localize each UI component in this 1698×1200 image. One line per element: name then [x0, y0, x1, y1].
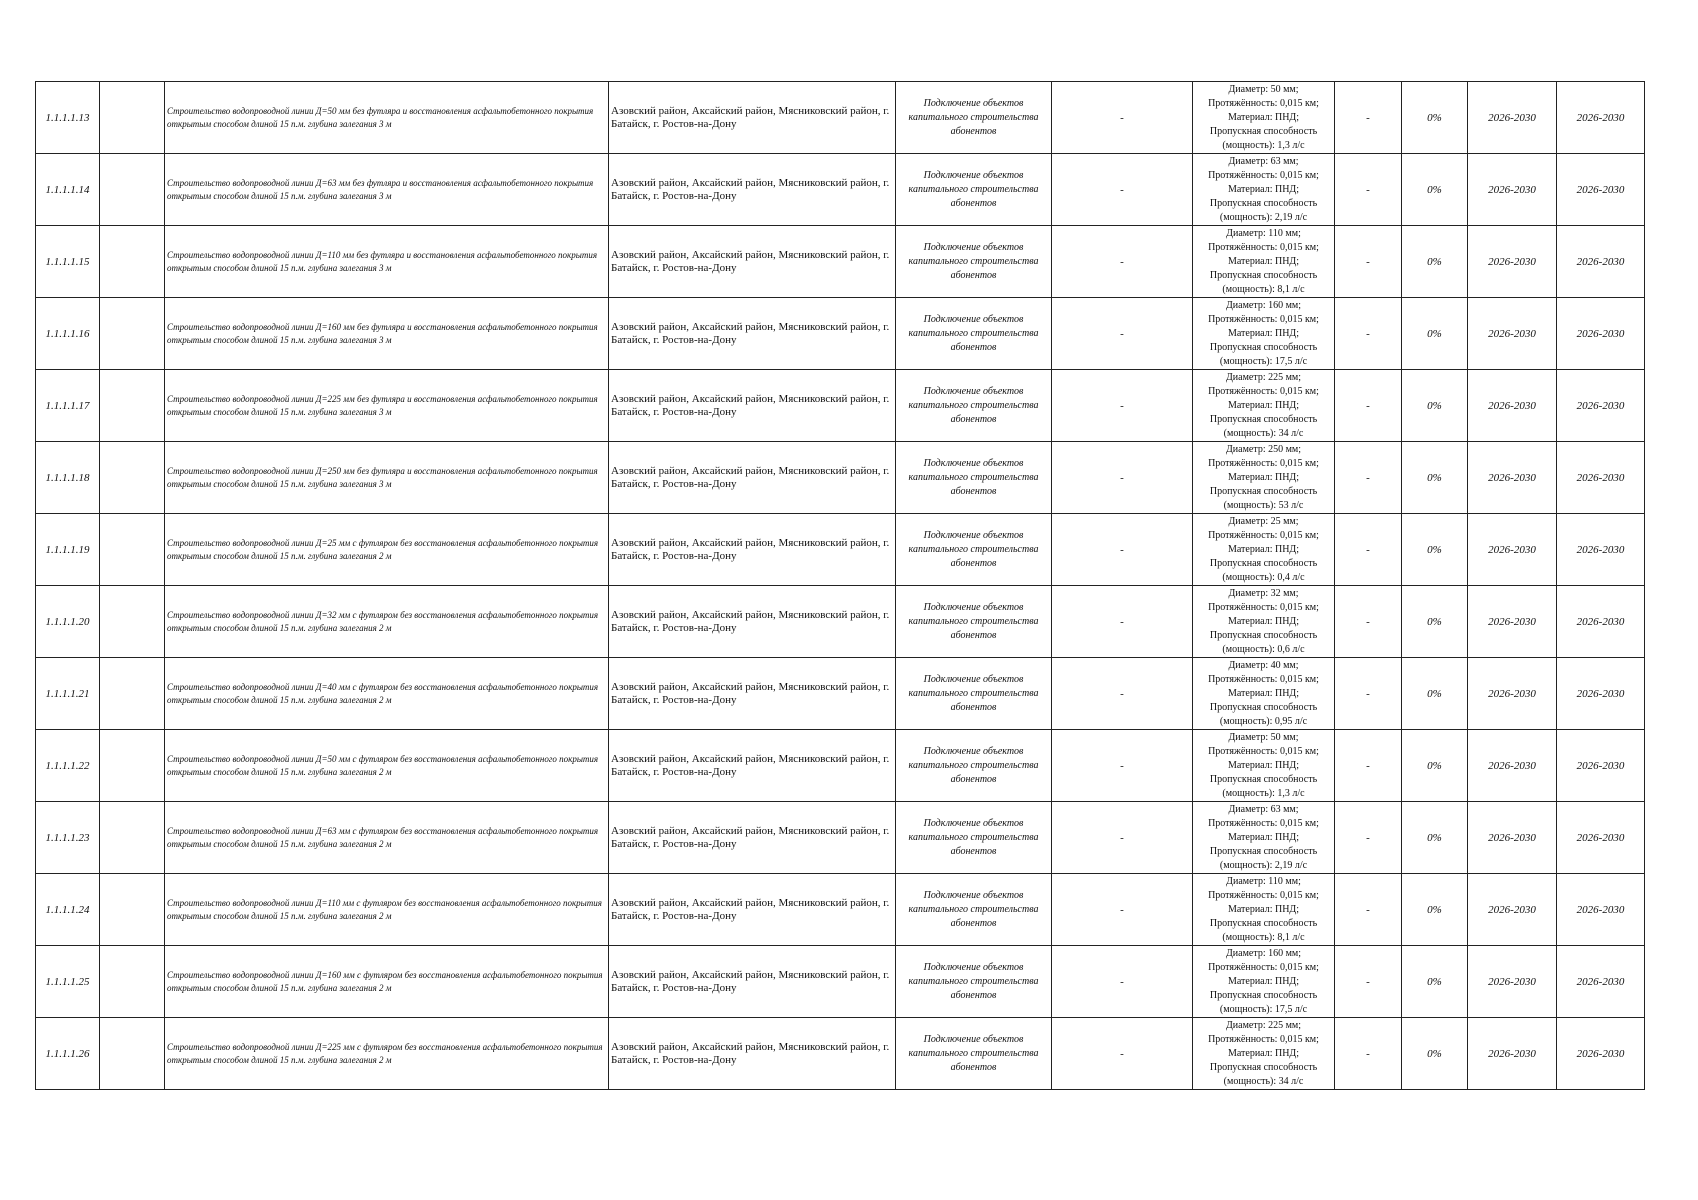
dash-cell: -: [1052, 298, 1193, 370]
spec-line: Диаметр: 25 мм;: [1228, 515, 1299, 527]
percent-cell: 0%: [1402, 802, 1468, 874]
period-end-cell: 2026-2030: [1557, 730, 1645, 802]
spec-line: Протяжённость: 0,015 км;: [1208, 241, 1319, 253]
table-body: [36, 82, 1645, 1090]
period-end-cell: 2026-2030: [1557, 370, 1645, 442]
technical-spec-cell: [1193, 658, 1335, 730]
location-cell: Азовский район, Аксайский район, Мясниковский район, г. Батайск, г. Ростов-на-Дону: [609, 514, 896, 586]
location-cell: Азовский район, Аксайский район, Мясниковский район, г. Батайск, г. Ростов-на-Дону: [609, 82, 896, 154]
project-title-cell: Строительство водопроводной линии Д=250 мм без футляра и восстановления асфальтобетонного покрытия открытым способом длиной 15 п.м. глубина залегания 3 м: [165, 442, 609, 514]
period-end-cell: 2026-2030: [1557, 802, 1645, 874]
period-start-cell: 2026-2030: [1468, 730, 1557, 802]
spec-line: (мощность): 0,4 л/с: [1222, 571, 1305, 583]
empty-cell: [100, 514, 165, 586]
spec-line: Протяжённость: 0,015 км;: [1208, 169, 1319, 181]
table-row: [36, 298, 1645, 370]
goal-cell: Подключение объектов капитального строительства абонентов: [896, 514, 1052, 586]
dash-cell: -: [1335, 442, 1402, 514]
spec-line: Материал: ПНД;: [1227, 687, 1300, 699]
row-number-cell: 1.1.1.1.17: [36, 370, 100, 442]
technical-spec-cell: [1193, 946, 1335, 1018]
percent-cell: 0%: [1402, 586, 1468, 658]
spec-line: Протяжённость: 0,015 км;: [1208, 745, 1319, 757]
empty-cell: [100, 1018, 165, 1090]
table-row: [36, 226, 1645, 298]
project-title-cell: Строительство водопроводной линии Д=50 мм с футляром без восстановления асфальтобетонного покрытия открытым способом длиной 15 п.м. глубина залегания 2 м: [165, 730, 609, 802]
spec-line: Диаметр: 225 мм;: [1225, 371, 1302, 383]
spec-line: (мощность): 0,95 л/с: [1219, 715, 1308, 727]
spec-line: Диаметр: 40 мм;: [1228, 659, 1299, 671]
dash-cell: -: [1335, 874, 1402, 946]
row-number-cell: 1.1.1.1.23: [36, 802, 100, 874]
empty-cell: [100, 442, 165, 514]
project-title-cell: Строительство водопроводной линии Д=160 мм с футляром без восстановления асфальтобетонного покрытия открытым способом длиной 15 п.м. глубина залегания 2 м: [165, 946, 609, 1018]
dash-cell: -: [1335, 154, 1402, 226]
technical-spec-cell: [1193, 154, 1335, 226]
spec-line: Диаметр: 50 мм;: [1228, 83, 1299, 95]
period-start-cell: 2026-2030: [1468, 442, 1557, 514]
spec-line: Материал: ПНД;: [1227, 975, 1300, 987]
dash-cell: -: [1335, 1018, 1402, 1090]
percent-cell: 0%: [1402, 226, 1468, 298]
spec-line: Материал: ПНД;: [1227, 111, 1300, 123]
spec-line: Диаметр: 110 мм;: [1226, 227, 1301, 239]
location-cell: Азовский район, Аксайский район, Мясниковский район, г. Батайск, г. Ростов-на-Дону: [609, 586, 896, 658]
row-number-cell: 1.1.1.1.15: [36, 226, 100, 298]
spec-line: (мощность): 34 л/с: [1223, 1075, 1304, 1087]
technical-spec-cell: [1193, 226, 1335, 298]
period-end-cell: 2026-2030: [1557, 82, 1645, 154]
empty-cell: [100, 730, 165, 802]
spec-line: (мощность): 8,1 л/с: [1222, 931, 1305, 943]
spec-line: Материал: ПНД;: [1227, 759, 1300, 771]
percent-cell: 0%: [1402, 946, 1468, 1018]
period-end-cell: 2026-2030: [1557, 154, 1645, 226]
location-cell: Азовский район, Аксайский район, Мясниковский район, г. Батайск, г. Ростов-на-Дону: [609, 946, 896, 1018]
dash-cell: -: [1052, 802, 1193, 874]
period-start-cell: 2026-2030: [1468, 802, 1557, 874]
dash-cell: -: [1335, 586, 1402, 658]
row-number-cell: 1.1.1.1.21: [36, 658, 100, 730]
dash-cell: -: [1052, 946, 1193, 1018]
location-cell: Азовский район, Аксайский район, Мясниковский район, г. Батайск, г. Ростов-на-Дону: [609, 442, 896, 514]
percent-cell: 0%: [1402, 658, 1468, 730]
spec-line: Протяжённость: 0,015 км;: [1208, 529, 1319, 541]
percent-cell: 0%: [1402, 730, 1468, 802]
percent-cell: 0%: [1402, 298, 1468, 370]
project-title-cell: Строительство водопроводной линии Д=160 мм без футляра и восстановления асфальтобетонного покрытия открытым способом длиной 15 п.м. глубина залегания 3 м: [165, 298, 609, 370]
technical-spec-cell: [1193, 802, 1335, 874]
period-end-cell: 2026-2030: [1557, 442, 1645, 514]
row-number-cell: 1.1.1.1.14: [36, 154, 100, 226]
spec-line: Диаметр: 110 мм;: [1226, 875, 1301, 887]
spec-line: Диаметр: 160 мм;: [1225, 947, 1302, 959]
empty-cell: [100, 370, 165, 442]
empty-cell: [100, 658, 165, 730]
period-end-cell: 2026-2030: [1557, 946, 1645, 1018]
row-number-cell: 1.1.1.1.25: [36, 946, 100, 1018]
location-cell: Азовский район, Аксайский район, Мясниковский район, г. Батайск, г. Ростов-на-Дону: [609, 730, 896, 802]
goal-cell: Подключение объектов капитального строительства абонентов: [896, 298, 1052, 370]
spec-line: Диаметр: 50 мм;: [1228, 731, 1299, 743]
location-cell: Азовский район, Аксайский район, Мясниковский район, г. Батайск, г. Ростов-на-Дону: [609, 154, 896, 226]
row-number-cell: 1.1.1.1.22: [36, 730, 100, 802]
period-start-cell: 2026-2030: [1468, 226, 1557, 298]
technical-spec-cell: [1193, 82, 1335, 154]
spec-line: Протяжённость: 0,015 км;: [1208, 385, 1319, 397]
spec-line: Диаметр: 63 мм;: [1228, 155, 1299, 167]
dash-cell: -: [1052, 442, 1193, 514]
location-cell: Азовский район, Аксайский район, Мясниковский район, г. Батайск, г. Ростов-на-Дону: [609, 370, 896, 442]
spec-line: Пропускная способность: [1209, 197, 1318, 209]
technical-spec-cell: [1193, 442, 1335, 514]
spec-line: Протяжённость: 0,015 км;: [1208, 457, 1319, 469]
percent-cell: 0%: [1402, 1018, 1468, 1090]
period-end-cell: 2026-2030: [1557, 514, 1645, 586]
spec-line: Материал: ПНД;: [1227, 255, 1300, 267]
spec-line: Материал: ПНД;: [1227, 543, 1300, 555]
spec-line: Пропускная способность: [1209, 989, 1318, 1001]
goal-cell: Подключение объектов капитального строительства абонентов: [896, 154, 1052, 226]
dash-cell: -: [1335, 82, 1402, 154]
spec-line: Пропускная способность: [1209, 557, 1318, 569]
spec-line: Пропускная способность: [1209, 125, 1318, 137]
dash-cell: -: [1335, 514, 1402, 586]
goal-cell: Подключение объектов капитального строительства абонентов: [896, 730, 1052, 802]
row-number-cell: 1.1.1.1.24: [36, 874, 100, 946]
spec-line: (мощность): 8,1 л/с: [1222, 283, 1305, 295]
spec-line: (мощность): 0,6 л/с: [1222, 643, 1305, 655]
dash-cell: -: [1335, 946, 1402, 1018]
location-cell: Азовский район, Аксайский район, Мясниковский район, г. Батайск, г. Ростов-на-Дону: [609, 658, 896, 730]
spec-line: Пропускная способность: [1209, 269, 1318, 281]
technical-spec-cell: [1193, 586, 1335, 658]
goal-cell: Подключение объектов капитального строительства абонентов: [896, 946, 1052, 1018]
spec-line: Протяжённость: 0,015 км;: [1208, 673, 1319, 685]
period-start-cell: 2026-2030: [1468, 82, 1557, 154]
spec-line: Диаметр: 63 мм;: [1228, 803, 1299, 815]
empty-cell: [100, 298, 165, 370]
spec-line: Материал: ПНД;: [1227, 1047, 1300, 1059]
spec-line: Материал: ПНД;: [1227, 183, 1300, 195]
goal-cell: Подключение объектов капитального строительства абонентов: [896, 802, 1052, 874]
period-start-cell: 2026-2030: [1468, 298, 1557, 370]
project-title-cell: Строительство водопроводной линии Д=63 мм с футляром без восстановления асфальтобетонного покрытия открытым способом длиной 15 п.м. глубина залегания 2 м: [165, 802, 609, 874]
table-row: [36, 82, 1645, 154]
spec-line: (мощность): 2,19 л/с: [1219, 859, 1308, 871]
location-cell: Азовский район, Аксайский район, Мясниковский район, г. Батайск, г. Ростов-на-Дону: [609, 226, 896, 298]
table-row: [36, 658, 1645, 730]
project-title-cell: Строительство водопроводной линии Д=50 мм без футляра и восстановления асфальтобетонного покрытия открытым способом длиной 15 п.м. глубина залегания 3 м: [165, 82, 609, 154]
spec-line: Пропускная способность: [1209, 413, 1318, 425]
period-end-cell: 2026-2030: [1557, 586, 1645, 658]
period-end-cell: 2026-2030: [1557, 298, 1645, 370]
goal-cell: Подключение объектов капитального строительства абонентов: [896, 370, 1052, 442]
table-row: [36, 442, 1645, 514]
project-title-cell: Строительство водопроводной линии Д=225 мм без футляра и восстановления асфальтобетонного покрытия открытым способом длиной 15 п.м. глубина залегания 3 м: [165, 370, 609, 442]
table-row: [36, 154, 1645, 226]
spec-line: Пропускная способность: [1209, 485, 1318, 497]
table-row: [36, 802, 1645, 874]
dash-cell: -: [1052, 1018, 1193, 1090]
percent-cell: 0%: [1402, 82, 1468, 154]
spec-line: (мощность): 17,5 л/с: [1219, 355, 1308, 367]
spec-line: Диаметр: 32 мм;: [1228, 587, 1299, 599]
spec-line: Протяжённость: 0,015 км;: [1208, 817, 1319, 829]
dash-cell: -: [1052, 226, 1193, 298]
project-title-cell: Строительство водопроводной линии Д=32 мм с футляром без восстановления асфальтобетонного покрытия открытым способом длиной 15 п.м. глубина залегания 2 м: [165, 586, 609, 658]
spec-line: Материал: ПНД;: [1227, 831, 1300, 843]
spec-line: (мощность): 1,3 л/с: [1222, 139, 1305, 151]
technical-spec-cell: [1193, 1018, 1335, 1090]
period-end-cell: 2026-2030: [1557, 226, 1645, 298]
investment-program-table: [35, 81, 1645, 1090]
location-cell: Азовский район, Аксайский район, Мясниковский район, г. Батайск, г. Ростов-на-Дону: [609, 874, 896, 946]
percent-cell: 0%: [1402, 442, 1468, 514]
spec-line: Диаметр: 225 мм;: [1225, 1019, 1302, 1031]
table-row: [36, 874, 1645, 946]
percent-cell: 0%: [1402, 514, 1468, 586]
spec-line: Пропускная способность: [1209, 341, 1318, 353]
dash-cell: -: [1052, 514, 1193, 586]
empty-cell: [100, 874, 165, 946]
spec-line: Протяжённость: 0,015 км;: [1208, 313, 1319, 325]
spec-line: Диаметр: 160 мм;: [1225, 299, 1302, 311]
row-number-cell: 1.1.1.1.16: [36, 298, 100, 370]
spec-line: Протяжённость: 0,015 км;: [1208, 1033, 1319, 1045]
spec-line: Пропускная способность: [1209, 773, 1318, 785]
dash-cell: -: [1052, 154, 1193, 226]
project-title-cell: Строительство водопроводной линии Д=25 мм с футляром без восстановления асфальтобетонного покрытия открытым способом длиной 15 п.м. глубина залегания 2 м: [165, 514, 609, 586]
spec-line: Материал: ПНД;: [1227, 471, 1300, 483]
row-number-cell: 1.1.1.1.20: [36, 586, 100, 658]
spec-line: (мощность): 53 л/с: [1223, 499, 1304, 511]
spec-line: Пропускная способность: [1209, 1061, 1318, 1073]
goal-cell: Подключение объектов капитального строительства абонентов: [896, 226, 1052, 298]
project-title-cell: Строительство водопроводной линии Д=63 мм без футляра и восстановления асфальтобетонного покрытия открытым способом длиной 15 п.м. глубина залегания 3 м: [165, 154, 609, 226]
location-cell: Азовский район, Аксайский район, Мясниковский район, г. Батайск, г. Ростов-на-Дону: [609, 1018, 896, 1090]
technical-spec-cell: [1193, 730, 1335, 802]
empty-cell: [100, 586, 165, 658]
spec-line: Протяжённость: 0,015 км;: [1208, 961, 1319, 973]
dash-cell: -: [1335, 370, 1402, 442]
percent-cell: 0%: [1402, 370, 1468, 442]
spec-line: Протяжённость: 0,015 км;: [1208, 97, 1319, 109]
technical-spec-cell: [1193, 370, 1335, 442]
period-start-cell: 2026-2030: [1468, 874, 1557, 946]
dash-cell: -: [1335, 298, 1402, 370]
row-number-cell: 1.1.1.1.13: [36, 82, 100, 154]
spec-line: Пропускная способность: [1209, 917, 1318, 929]
dash-cell: -: [1335, 658, 1402, 730]
period-start-cell: 2026-2030: [1468, 946, 1557, 1018]
period-start-cell: 2026-2030: [1468, 514, 1557, 586]
dash-cell: -: [1052, 586, 1193, 658]
dash-cell: -: [1335, 802, 1402, 874]
period-end-cell: 2026-2030: [1557, 1018, 1645, 1090]
percent-cell: 0%: [1402, 874, 1468, 946]
project-title-cell: Строительство водопроводной линии Д=110 мм без футляра и восстановления асфальтобетонного покрытия открытым способом длиной 15 п.м. глубина залегания 3 м: [165, 226, 609, 298]
period-end-cell: 2026-2030: [1557, 658, 1645, 730]
dash-cell: -: [1052, 658, 1193, 730]
dash-cell: -: [1335, 730, 1402, 802]
project-title-cell: Строительство водопроводной линии Д=40 мм с футляром без восстановления асфальтобетонного покрытия открытым способом длиной 15 п.м. глубина залегания 2 м: [165, 658, 609, 730]
table-row: [36, 946, 1645, 1018]
empty-cell: [100, 946, 165, 1018]
spec-line: Материал: ПНД;: [1227, 903, 1300, 915]
dash-cell: -: [1052, 874, 1193, 946]
location-cell: Азовский район, Аксайский район, Мясниковский район, г. Батайск, г. Ростов-на-Дону: [609, 802, 896, 874]
technical-spec-cell: [1193, 874, 1335, 946]
spec-line: Материал: ПНД;: [1227, 399, 1300, 411]
spec-line: Пропускная способность: [1209, 701, 1318, 713]
table-row: [36, 370, 1645, 442]
spec-line: (мощность): 17,5 л/с: [1219, 1003, 1308, 1015]
goal-cell: Подключение объектов капитального строительства абонентов: [896, 1018, 1052, 1090]
period-start-cell: 2026-2030: [1468, 370, 1557, 442]
goal-cell: Подключение объектов капитального строительства абонентов: [896, 586, 1052, 658]
spec-line: Пропускная способность: [1209, 845, 1318, 857]
spec-line: Протяжённость: 0,015 км;: [1208, 601, 1319, 613]
period-start-cell: 2026-2030: [1468, 658, 1557, 730]
table-row: [36, 730, 1645, 802]
empty-cell: [100, 82, 165, 154]
technical-spec-cell: [1193, 514, 1335, 586]
table-row: [36, 586, 1645, 658]
goal-cell: Подключение объектов капитального строительства абонентов: [896, 874, 1052, 946]
empty-cell: [100, 226, 165, 298]
row-number-cell: 1.1.1.1.19: [36, 514, 100, 586]
row-number-cell: 1.1.1.1.18: [36, 442, 100, 514]
row-number-cell: 1.1.1.1.26: [36, 1018, 100, 1090]
spec-line: Диаметр: 250 мм;: [1225, 443, 1302, 455]
dash-cell: -: [1335, 226, 1402, 298]
period-start-cell: 2026-2030: [1468, 1018, 1557, 1090]
period-end-cell: 2026-2030: [1557, 874, 1645, 946]
percent-cell: 0%: [1402, 154, 1468, 226]
goal-cell: Подключение объектов капитального строительства абонентов: [896, 658, 1052, 730]
project-title-cell: Строительство водопроводной линии Д=110 мм с футляром без восстановления асфальтобетонного покрытия открытым способом длиной 15 п.м. глубина залегания 2 м: [165, 874, 609, 946]
empty-cell: [100, 154, 165, 226]
spec-line: (мощность): 34 л/с: [1223, 427, 1304, 439]
project-title-cell: Строительство водопроводной линии Д=225 мм с футляром без восстановления асфальтобетонного покрытия открытым способом длиной 15 п.м. глубина залегания 2 м: [165, 1018, 609, 1090]
spec-line: Пропускная способность: [1209, 629, 1318, 641]
empty-cell: [100, 802, 165, 874]
technical-spec-cell: [1193, 298, 1335, 370]
table-row: [36, 1018, 1645, 1090]
table-row: [36, 514, 1645, 586]
goal-cell: Подключение объектов капитального строительства абонентов: [896, 442, 1052, 514]
spec-line: (мощность): 2,19 л/с: [1219, 211, 1308, 223]
spec-line: Протяжённость: 0,015 км;: [1208, 889, 1319, 901]
spec-line: (мощность): 1,3 л/с: [1222, 787, 1305, 799]
spec-line: Материал: ПНД;: [1227, 327, 1300, 339]
goal-cell: Подключение объектов капитального строительства абонентов: [896, 82, 1052, 154]
period-start-cell: 2026-2030: [1468, 586, 1557, 658]
dash-cell: -: [1052, 730, 1193, 802]
spec-line: Материал: ПНД;: [1227, 615, 1300, 627]
location-cell: Азовский район, Аксайский район, Мясниковский район, г. Батайск, г. Ростов-на-Дону: [609, 298, 896, 370]
dash-cell: -: [1052, 370, 1193, 442]
period-start-cell: 2026-2030: [1468, 154, 1557, 226]
dash-cell: -: [1052, 82, 1193, 154]
